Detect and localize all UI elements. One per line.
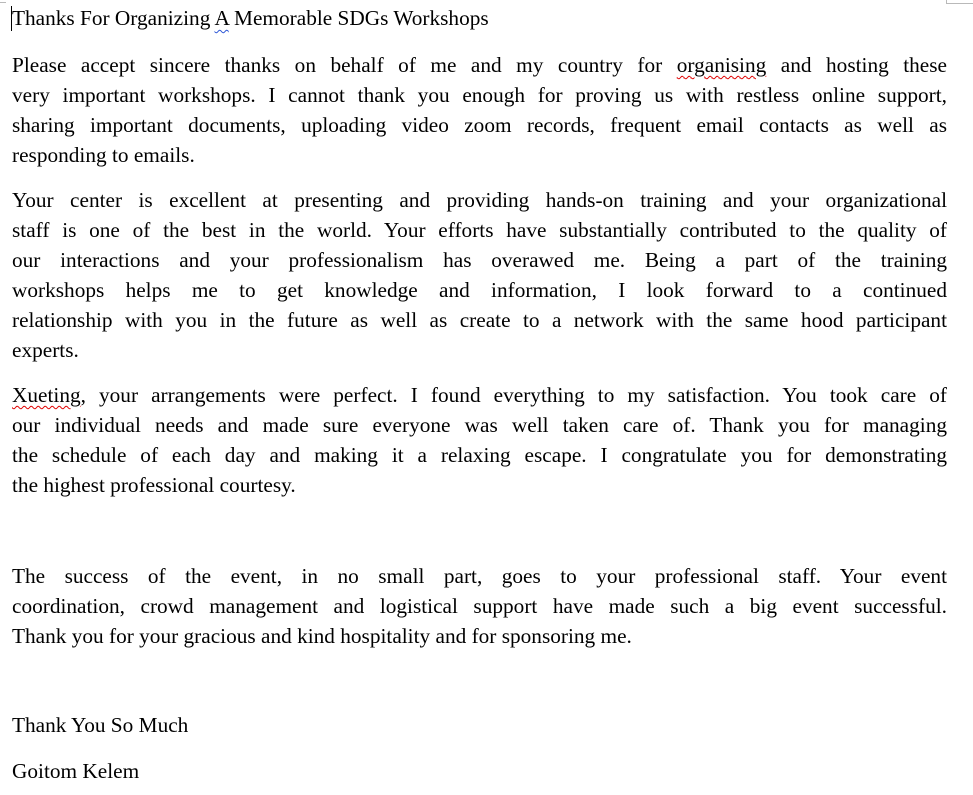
line-text: and hosting these bbox=[766, 53, 947, 77]
line-text: coordination, crowd management and logistical support have made such a big event successful. bbox=[12, 594, 947, 618]
line-text: workshops helps me to get knowledge and information, I look forward to a continued bbox=[12, 278, 947, 302]
paragraph-line bbox=[12, 335, 947, 365]
paragraph-line bbox=[12, 275, 947, 305]
line-text: Thank you for your gracious and kind hospitality and for sponsoring me. bbox=[12, 624, 632, 648]
line-text: sharing important documents, uploading video zoom records, frequent email contacts as well as bbox=[12, 113, 947, 137]
paragraph-line bbox=[12, 380, 947, 410]
paragraph-line bbox=[12, 50, 947, 80]
line-text: staff is one of the best in the world. Your efforts have substantially contributed to the quality of bbox=[12, 218, 947, 242]
paragraph-line bbox=[12, 80, 947, 110]
spellcheck-flagged-word[interactable]: organising bbox=[676, 53, 767, 77]
paragraph-line bbox=[12, 410, 947, 440]
spellcheck-flagged-word[interactable]: Xueting bbox=[12, 383, 81, 407]
paragraph-line bbox=[12, 305, 947, 335]
line-text: the schedule of each day and making it a relaxing escape. I congratulate you for demonstrating bbox=[12, 443, 947, 467]
line-text: very important workshops. I cannot thank you enough for proving us with restless online support, bbox=[12, 83, 947, 107]
page-corner-mark-left bbox=[0, 0, 6, 3]
grammar-flagged-word[interactable]: A bbox=[214, 6, 229, 30]
title-text-after: Memorable SDGs Workshops bbox=[228, 6, 489, 30]
paragraph-line bbox=[12, 140, 947, 170]
line-text: Your center is excellent at presenting and providing hands-on training and your organizational bbox=[12, 188, 947, 212]
line-text: relationship with you in the future as well as create to a network with the same hood participant bbox=[12, 308, 947, 332]
document-title bbox=[12, 5, 489, 31]
line-text: Please accept sincere thanks on behalf of me and my country for bbox=[12, 53, 677, 77]
paragraph-line bbox=[12, 591, 947, 621]
paragraph-line bbox=[12, 215, 947, 245]
line-text: experts. bbox=[12, 338, 79, 362]
paragraph-success bbox=[12, 561, 947, 651]
line-text: our individual needs and made sure everyone was well taken care of. Thank you for managing bbox=[12, 413, 947, 437]
line-text: The success of the event, in no small part, goes to your professional staff. Your event bbox=[12, 564, 947, 588]
paragraph-line bbox=[12, 621, 947, 651]
signature: Goitom Kelem bbox=[12, 759, 140, 783]
paragraph-center-praise bbox=[12, 185, 947, 365]
line-text: responding to emails. bbox=[12, 143, 195, 167]
page-corner-mark-right bbox=[946, 0, 973, 4]
title-text-before: Thanks For Organizing bbox=[12, 6, 215, 30]
paragraph-line bbox=[12, 110, 947, 140]
paragraph-arrangements bbox=[12, 380, 947, 500]
line-text: our interactions and your professionalism has overawed me. Being a part of the training bbox=[12, 248, 947, 272]
paragraph-line bbox=[12, 470, 947, 500]
paragraph-line bbox=[12, 440, 947, 470]
line-text: the highest professional courtesy. bbox=[12, 473, 296, 497]
paragraph-line bbox=[12, 185, 947, 215]
paragraph-line bbox=[12, 561, 947, 591]
closing-line: Thank You So Much bbox=[12, 713, 189, 737]
line-text: , your arrangements were perfect. I found everything to my satisfaction. You took care of bbox=[80, 383, 947, 407]
paragraph-line bbox=[12, 245, 947, 275]
paragraph-thanks bbox=[12, 50, 947, 170]
